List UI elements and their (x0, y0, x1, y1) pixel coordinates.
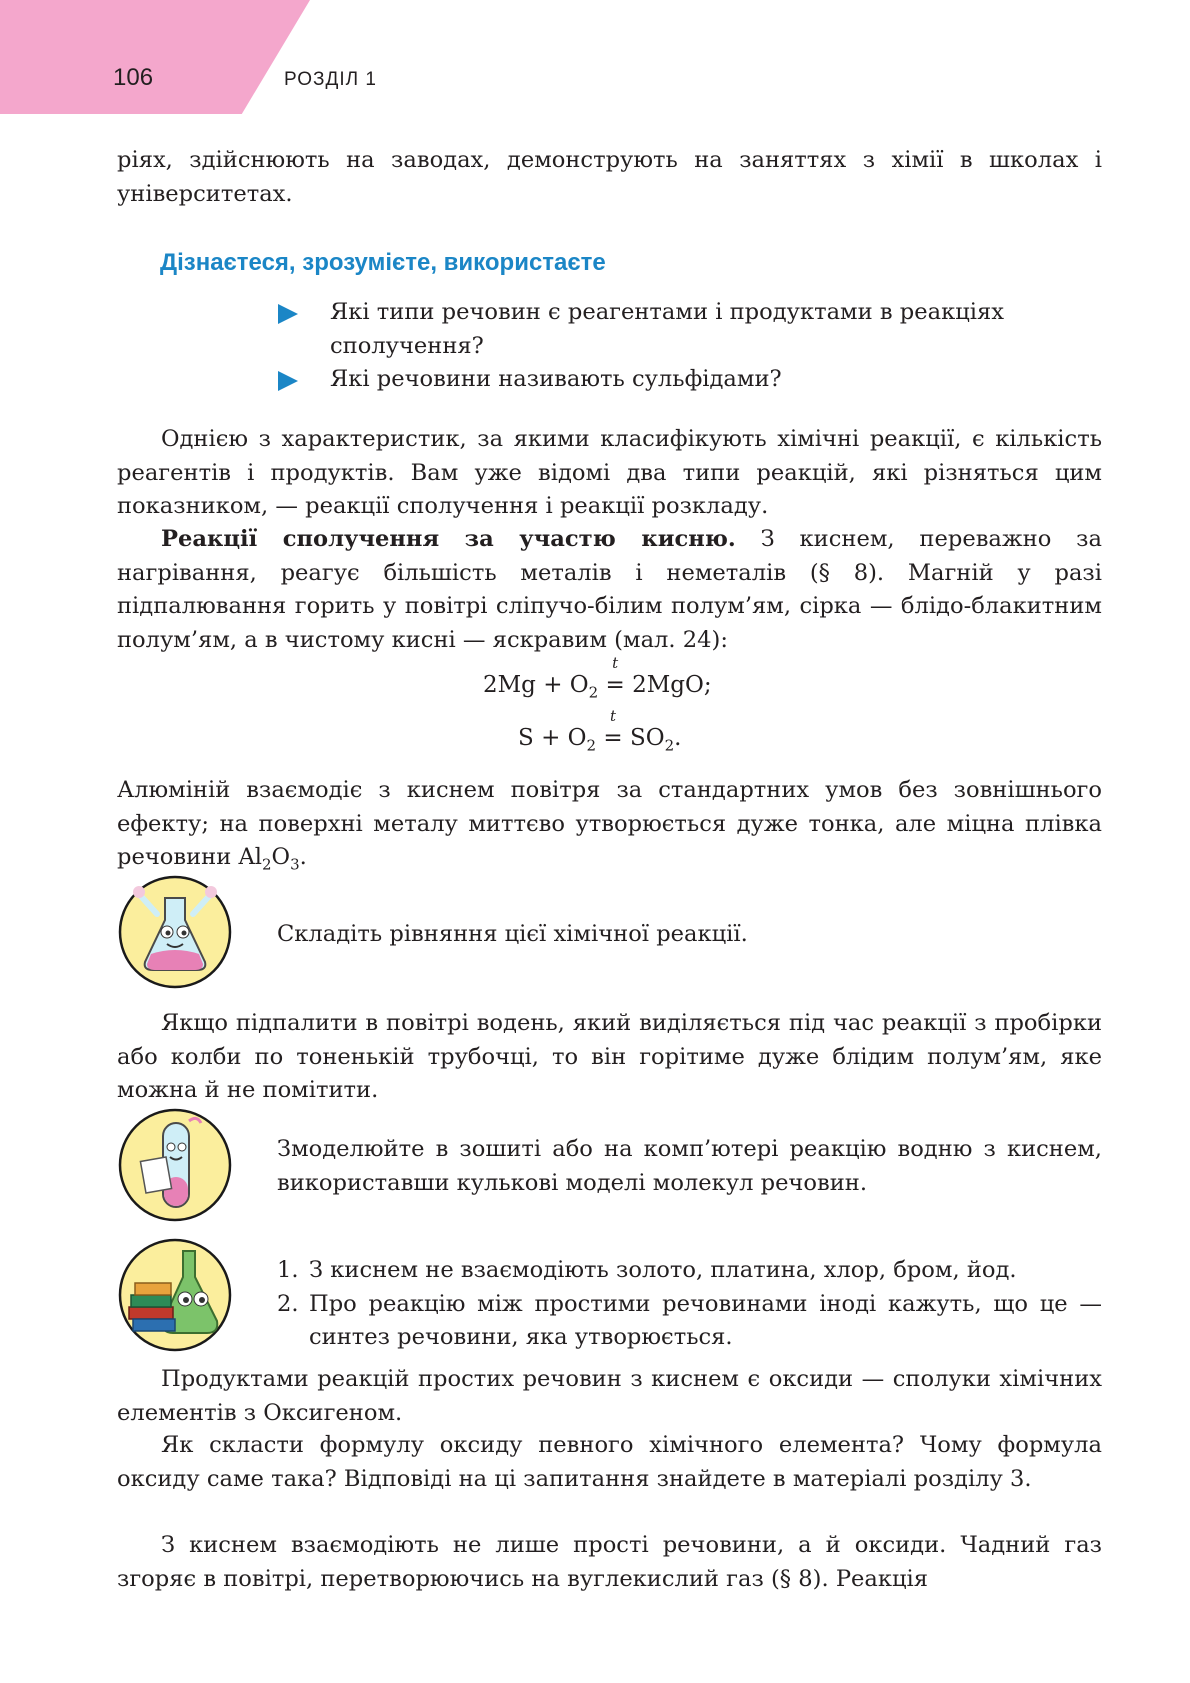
page-number: 106 (113, 64, 154, 91)
objective-item: Які типи речовин є реагентами і продуктами в реакціях сполучення? (278, 296, 1102, 363)
equation-magnesium: $2Mg + O_2$ t = 2MgO; (483, 654, 712, 702)
section-title: РОЗДІЛ 1 (284, 69, 377, 90)
facts-list (277, 1254, 1102, 1355)
task-write-equation: Складіть рівняння цієї хімічної реакції. (277, 921, 748, 947)
paragraph-oxygen-reactions: Реакції сполучення за участю кисню. З киснем, переважно за нагрівання, реагує більшість металів і неметалів (§ 8). Магній у разі підпалювання горить у повітрі сліпучо-білим полум’ям, сірка — блідо-блакитним полум’ям, а в чистому кисні — яскравим (мал. 24): (117, 526, 1102, 653)
test-tube-mascot-icon (117, 1107, 233, 1223)
triangle-bullet-icon (278, 304, 298, 324)
paragraph-bold-lead: Реакції сполучення за участю кисню. (161, 526, 736, 552)
flask-mascot-icon (117, 874, 233, 990)
objective-item: Які речовини називають сульфідами? (278, 363, 1102, 397)
paragraph-hydrogen: Якщо підпалити в повітрі водень, який виділяється під час реакції з пробірки або колби по тоненькій трубочці, то він горітиме дуже блідим полум’ям, яке можна й не помітити. (117, 1010, 1102, 1103)
header-tab (0, 0, 310, 114)
paragraph-oxide-reactions: З киснем взаємодіють не лише прості речовини, а й оксиди. Чадний газ згоряє в повітрі, перетворюючись на вуглекислий газ (§ 8). Реакція (117, 1532, 1102, 1592)
books-flask-mascot-icon (117, 1237, 233, 1353)
fact-item: 1. З киснем не взаємодіють золото, платина, хлор, бром, йод. (277, 1257, 1017, 1283)
section-heading: Дізнаєтеся, зрозумієте, використаєте (160, 249, 606, 276)
task-model-reaction: Змоделюйте в зошиті або на комп’ютері реакцію водню з киснем, використавши кулькові моделі молекул речовин. (277, 1136, 1102, 1196)
triangle-bullet-icon (278, 371, 298, 391)
intro-paragraph: ріях, здійснюють на заводах, демонструють на заняттях з хімії в школах і університетах. (117, 147, 1102, 207)
objectives-list (278, 296, 1102, 397)
paragraph-oxides: Продуктами реакцій простих речовин з киснем є оксиди — сполуки хімічних елементів з Оксигеном. (117, 1366, 1102, 1426)
paragraph-oxide-formula: Як скласти формулу оксиду певного хімічного елемента? Чому формула оксиду саме така? Відповіді на ці запитання знайдете в матеріалі розділу 3. (117, 1432, 1102, 1492)
equation-sulfur: $S + O_2$ t = $SO_2$. (518, 707, 682, 755)
paragraph-aluminium: Алюміній взаємодіє з киснем повітря за стандартних умов без зовнішнього ефекту; на поверхні металу миттєво утворюється дуже тонка, але міцна плівка речовини $Al_2O_3$. (117, 777, 1102, 874)
fact-item: 2. Про реакцію між простими речовинами іноді кажуть, що це — синтез речовини, яка утворюється. (277, 1290, 1102, 1350)
paragraph-classification: Однією з характеристик, за якими класифікують хімічні реакції, є кількість реагентів і продуктів. Вам уже відомі два типи реакцій, які різняться цим показником, — реакції сполучення і реакції розкладу. (117, 426, 1102, 519)
